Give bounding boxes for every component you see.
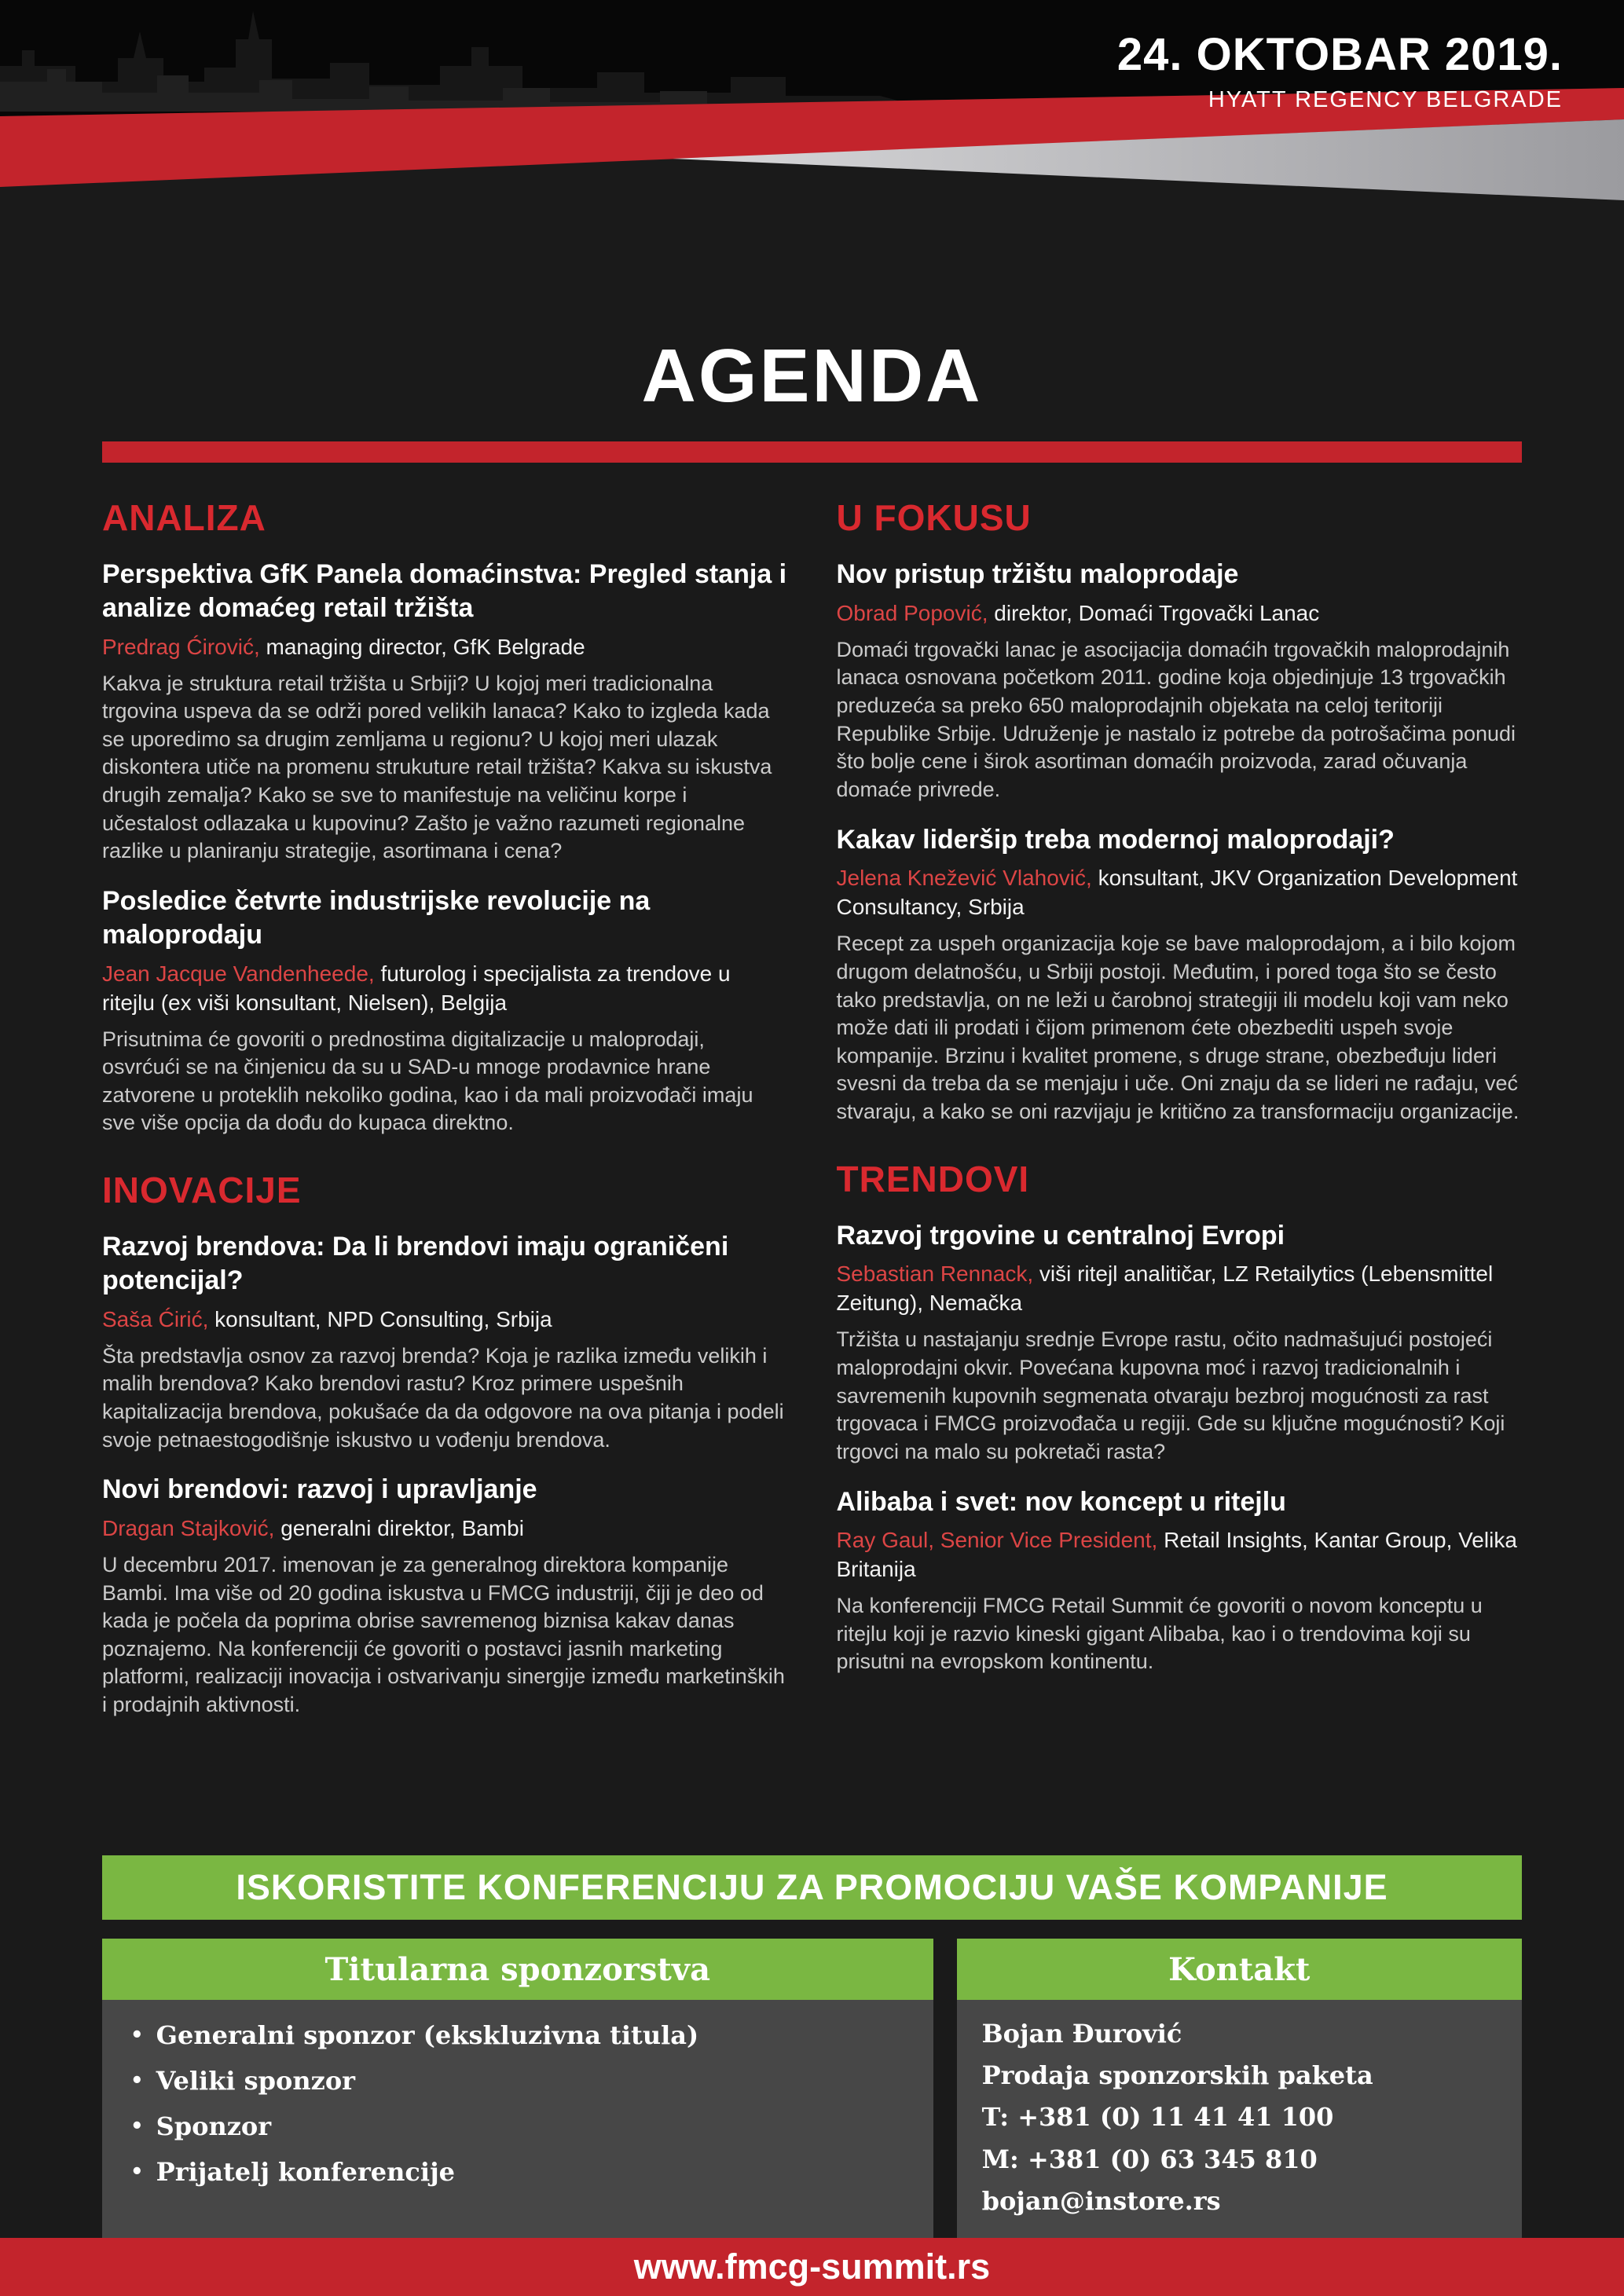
masthead <box>0 0 1624 259</box>
talk <box>102 558 788 866</box>
bottom-boxes <box>102 1939 1522 2216</box>
talk <box>837 823 1523 1126</box>
contact-box-header <box>957 1939 1522 2000</box>
talk <box>837 558 1523 804</box>
talk-abstract: Kakva je struktura retail tržišta u Srbiji? U kojoj meri tradicionalna trgovina uspeva da se održi pored velikih lanaca? Kako to izgleda kada se uporedimo sa drugim zemljama u regionu? U kojoj meri ulazak diskontera utiče na promenu strukuture retail tržišta? Kakva su iskustva drugih zemalja? Kako se sve to manifestuje na veličinu korpe i učestalost odlazaka u kupovinu? Zašto je važno razumeti regionalne razlike u planiranju strategije, asortimana i cena? <box>102 671 772 863</box>
section-heading: TRENDOVI <box>836 1158 1030 1199</box>
contact-email[interactable]: bojan@instore.rs <box>981 2185 1221 2216</box>
speaker-name: Dragan Stajković, <box>102 1515 275 1540</box>
sponsorship-list <box>102 2000 933 2223</box>
talk-title: Perspektiva GfK Panela domaćinstva: Pregled stanja i analize domaćeg retail tržišta <box>102 559 787 623</box>
talk-speaker <box>837 1526 1523 1584</box>
talk <box>102 1473 788 1719</box>
promo-banner <box>102 1855 1522 1920</box>
contact-title: Kontakt <box>1168 1950 1311 1988</box>
speaker-name: Obrad Popović, <box>836 600 988 625</box>
talk <box>837 1485 1523 1677</box>
talk-speaker <box>102 1514 788 1543</box>
event-meta <box>1117 31 1563 113</box>
sponsorship-item: • Generalni sponzor (ekskluzivna titula) <box>130 2020 905 2050</box>
contact-phone-m: M: +381 (0) 63 345 810 <box>981 2144 1318 2174</box>
talk-title: Razvoj trgovine u centralnoj Evropi <box>836 1220 1285 1251</box>
talk-abstract: Na konferenciji FMCG Retail Summit će govoriti o novom konceptu u ritejlu koji je razvio kineski gigant Alibaba, kao i o trendovima koji su prisutni na evropskom kontinentu. <box>836 1594 1483 1674</box>
title-underline-bar <box>102 441 1522 463</box>
talk-title: Novi brendovi: razvoj i upravljanje <box>102 1474 537 1505</box>
talk-abstract: U decembru 2017. imenovan je za generalnog direktora kompanije Bambi. Ima više od 20 godina iskustva u FMCG industriji, čiji je deo od kada je počela da poprima obrise savremenog biznisa kakav danas poznajemo. Na konferenciji će govoriti o postavci jasnih marketing platformi, realizaciji inovacija i ostvarivanju sinergije između marketinških i prodajnih aktivnosti. <box>102 1552 785 1717</box>
talk-speaker <box>837 864 1523 922</box>
talk-title: Posledice četvrte industrijske revolucije na maloprodaju <box>102 885 651 950</box>
speaker-role: futurolog i specijalista za trendove u ritejlu (ex viši konsultant, Nielsen), Belgija <box>102 961 731 1015</box>
agenda-content <box>102 496 1522 1852</box>
talk-title: Alibaba i svet: nov koncept u ritejlu <box>836 1486 1286 1517</box>
event-date: 24. OKTOBAR 2019. <box>1116 29 1563 80</box>
sponsorship-title: Titularna sponzorstva <box>324 1950 711 1988</box>
speaker-role: Retail Insights, Kantar Group, Velika Britanija <box>836 1528 1517 1582</box>
speaker-name: Ray Gaul, Senior Vice President, <box>836 1528 1158 1553</box>
talk-speaker <box>837 599 1523 628</box>
contact-box-body <box>957 2000 1522 2243</box>
talk-title: Razvoj brendova: Da li brendovi imaju ograničeni potencijal? <box>102 1232 729 1295</box>
page-title: AGENDA <box>641 334 983 418</box>
talk-abstract: Recept za uspeh organizacija koje se bave maloprodajom, a i bilo kojom drugom delatnošću, u Srbiji postoji. Međutim, i pored toga što se često tako predstavlja, on ne leži u čarobnoj strategiji ili modelu koji vam neko može dati ili prodati i čijom primenom ćete obezbediti uspeh svoje kompanije. Brzinu i kvalitet promene, s druge strane, obezbeđuju lideri svesni da treba da se menjaju i uče. Oni znaju da se lideri ne rađaju, već stvaraju, a kako se oni razvijaju je kritično za transformaciju organizacije. <box>836 932 1520 1124</box>
sponsorship-item: • Prijatelj konferencije <box>130 2157 905 2187</box>
speaker-role: generalni direktor, Bambi <box>280 1515 524 1540</box>
promo-banner-text: ISKORISTITE KONFERENCIJU ZA PROMOCIJU VAŠE KOMPANIJE <box>236 1867 1388 1907</box>
speaker-name: Jean Jacque Vandenheede, <box>102 961 375 986</box>
talk <box>837 1219 1523 1467</box>
contact-person: Bojan Đurović <box>981 2019 1182 2049</box>
speaker-role: konsultant, JKV Organization Development Consultancy, Srbija <box>836 866 1518 920</box>
speaker-name: Saša Ćirić, <box>102 1306 209 1331</box>
speaker-role: viši ritejl analitičar, LZ Retailytics (Lebensmittel Zeitung), Nemačka <box>836 1262 1494 1316</box>
footer-bar <box>0 2238 1624 2296</box>
talk-speaker <box>102 1305 788 1335</box>
talk-title: Nov pristup tržištu maloprodaje <box>836 559 1239 589</box>
contact-phone-t: T: +381 (0) 11 41 41 100 <box>981 2102 1334 2133</box>
contact-box <box>957 1939 1522 2243</box>
speaker-name: Predrag Ćirović, <box>102 634 260 659</box>
sponsorship-box <box>102 1939 933 2243</box>
talk <box>102 1230 788 1454</box>
left-column <box>102 496 788 1852</box>
speaker-role: direktor, Domaći Trgovački Lanac <box>994 600 1320 625</box>
section-heading: ANALIZA <box>102 497 266 538</box>
talk-speaker <box>102 633 788 662</box>
section-u-fokusu <box>837 496 1523 1126</box>
talk-abstract: Prisutnima će govoriti o prednostima digitalizacije u maloprodaji, osvrćući se na činjenicu da su u SAD-u mnoge prodavnice hrane zatvorene u proteklih nekoliko godina, kao i da mali proizvođači imaju sve više opcija da dođu do kupaca direktno. <box>102 1027 753 1135</box>
speaker-role: managing director, GfK Belgrade <box>266 634 585 659</box>
talk <box>102 884 788 1137</box>
event-venue: HYATT REGENCY BELGRADE <box>1208 86 1563 112</box>
sponsorship-item: • Veliki sponzor <box>130 2066 905 2096</box>
section-analiza <box>102 496 788 1137</box>
talk-abstract: Domaći trgovački lanac je asocijacija domaćih trgovačkih maloprodajnih lanaca osnovana početkom 2011. godine koja objedinjuje 13 trgovačkih preduzeća sa preko 650 maloprodajnih objekata na celoj teritoriji Republike Srbije. Udruženje je nastalo iz potrebe da potrošačima ponudi što bolje cene i širok asortiman domaćih proizvoda, zarad očuvanja domaće privrede. <box>836 637 1516 801</box>
talk-abstract: Šta predstavlja osnov za razvoj brenda? Koja je razlika između velikih i malih brendova? Kako brendovi rastu? Kroz primere uspešnih kapitalizacija brendova, pokušaće da da odgovore na ova pitanja i podeli svoje petnaestogodišnje iskustvo u vođenju brendova. <box>102 1343 784 1452</box>
talk-title: Kakav lideršip treba modernoj maloprodaji? <box>836 824 1395 855</box>
section-trendovi <box>837 1158 1523 1676</box>
section-heading: INOVACIJE <box>102 1170 302 1211</box>
section-inovacije <box>102 1169 788 1719</box>
speaker-name: Sebastian Rennack, <box>836 1262 1034 1287</box>
right-column <box>837 496 1523 1852</box>
talk-abstract: Tržišta u nastajanju srednje Evrope rastu, očito nadmašujući postojeći maloprodajni okvir. Povećana kupovna moć i razvoj tradicionalnih i savremenih kupovnih segmenata otvaraju bezbroj mogućnosti za rast trgovaca i FMCG proizvođača u regiji. Gde su ključne mogućnosti? Koji trgovci na malo su pokretači rasta? <box>836 1327 1505 1463</box>
website-link[interactable]: www.fmcg-summit.rs <box>633 2247 991 2287</box>
section-heading: U FOKUSU <box>836 497 1032 538</box>
speaker-name: Jelena Knežević Vlahović, <box>836 866 1092 891</box>
sponsorship-box-header <box>102 1939 933 2000</box>
speaker-role: konsultant, NPD Consulting, Srbija <box>214 1306 552 1331</box>
sponsorship-box-body <box>102 2000 933 2243</box>
contact-role: Prodaja sponzorskih paketa <box>981 2060 1373 2091</box>
talk-speaker <box>102 960 788 1018</box>
sponsorship-item: • Sponzor <box>130 2111 905 2141</box>
talk-speaker <box>837 1260 1523 1318</box>
